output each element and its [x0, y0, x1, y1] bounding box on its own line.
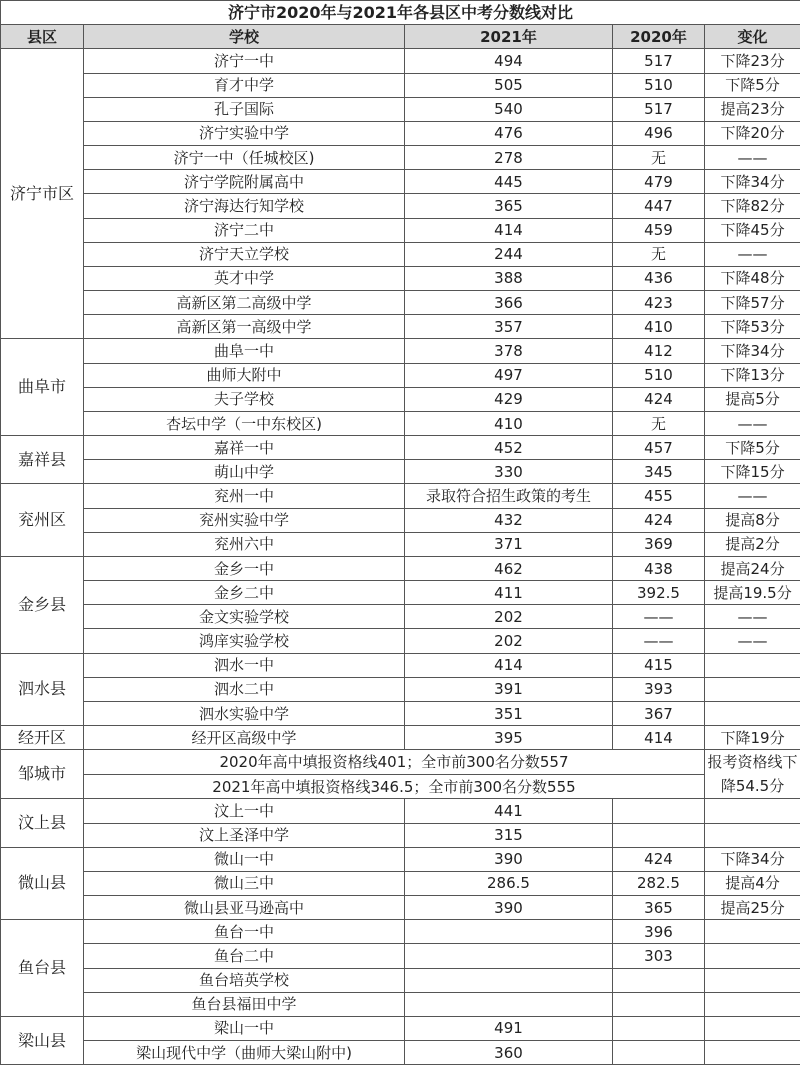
- table-row: [1, 460, 800, 484]
- change-cell: [705, 677, 800, 701]
- header-2021: 2021年: [405, 25, 613, 49]
- score-2020-cell: 345: [613, 460, 705, 484]
- score-2021-cell: 462: [405, 556, 613, 580]
- score-2021-cell: 365: [405, 194, 613, 218]
- score-2020-cell: 479: [613, 170, 705, 194]
- score-2021-cell: 357: [405, 315, 613, 339]
- table-row: [1, 436, 800, 460]
- table-row: [1, 1041, 800, 1065]
- table-row: [1, 411, 800, 435]
- school-cell: 济宁一中（任城校区): [84, 146, 405, 170]
- table-row: [1, 968, 800, 992]
- score-2021-cell: 441: [405, 799, 613, 823]
- change-cell: ——: [705, 146, 800, 170]
- score-2021-cell: 202: [405, 605, 613, 629]
- score-2021-cell: 505: [405, 73, 613, 97]
- table-row: [1, 871, 800, 895]
- table-row: [1, 1016, 800, 1040]
- score-2020-cell: [613, 968, 705, 992]
- school-cell: 金乡二中: [84, 581, 405, 605]
- score-2021-cell: 315: [405, 823, 613, 847]
- change-cell: 下降13分: [705, 363, 800, 387]
- score-2021-cell: 录取符合招生政策的考生: [405, 484, 613, 508]
- change-cell: [705, 799, 800, 823]
- zoucheng-note: 2020年高中填报资格线401；全市前300名分数557: [84, 750, 705, 775]
- score-2021-cell: 378: [405, 339, 613, 363]
- school-cell: 微山县亚马逊高中: [84, 896, 405, 920]
- score-2021-cell: 366: [405, 291, 613, 315]
- table-row: [1, 896, 800, 920]
- change-cell: 下降48分: [705, 266, 800, 290]
- school-cell: 济宁天立学校: [84, 242, 405, 266]
- school-cell: 经开区高级中学: [84, 726, 405, 750]
- change-cell: 下降34分: [705, 170, 800, 194]
- score-2021-cell: 244: [405, 242, 613, 266]
- table-row: [1, 484, 800, 508]
- school-cell: 泗水二中: [84, 677, 405, 701]
- school-cell: 济宁一中: [84, 49, 405, 73]
- score-2020-cell: 396: [613, 920, 705, 944]
- school-cell: 梁山现代中学（曲师大梁山附中): [84, 1041, 405, 1065]
- score-2021-cell: 411: [405, 581, 613, 605]
- school-cell: 夫子学校: [84, 387, 405, 411]
- change-cell: [705, 992, 800, 1016]
- district-cell: 嘉祥县: [1, 436, 84, 484]
- school-cell: 济宁学院附属高中: [84, 170, 405, 194]
- change-cell: 提高8分: [705, 508, 800, 532]
- score-2020-cell: [613, 1041, 705, 1065]
- table-row: [1, 73, 800, 97]
- district-cell: 泗水县: [1, 653, 84, 726]
- score-2020-cell: 510: [613, 363, 705, 387]
- score-2020-cell: 424: [613, 387, 705, 411]
- table-row: [1, 315, 800, 339]
- score-2020-cell: 447: [613, 194, 705, 218]
- score-2020-cell: 517: [613, 49, 705, 73]
- school-cell: 高新区第一高级中学: [84, 315, 405, 339]
- school-cell: 英才中学: [84, 266, 405, 290]
- score-2020-cell: 无: [613, 242, 705, 266]
- school-cell: 孔子国际: [84, 97, 405, 121]
- table-row: [1, 677, 800, 701]
- score-2021-cell: [405, 968, 613, 992]
- score-2020-cell: 436: [613, 266, 705, 290]
- change-cell: 提高24分: [705, 556, 800, 580]
- school-cell: 鱼台县福田中学: [84, 992, 405, 1016]
- score-2020-cell: 303: [613, 944, 705, 968]
- table-row: [1, 944, 800, 968]
- district-cell: 微山县: [1, 847, 84, 920]
- change-cell: [705, 968, 800, 992]
- score-2021-cell: 497: [405, 363, 613, 387]
- table-row: [1, 920, 800, 944]
- score-2021-cell: 286.5: [405, 871, 613, 895]
- table-row: [1, 823, 800, 847]
- zoucheng-note: 2021年高中填报资格线346.5；全市前300名分数555: [84, 774, 705, 799]
- score-2021-cell: 330: [405, 460, 613, 484]
- school-cell: 杏坛中学（一中东校区): [84, 411, 405, 435]
- change-cell: 下降57分: [705, 291, 800, 315]
- district-cell: 邹城市: [1, 750, 84, 799]
- score-2021-cell: 391: [405, 677, 613, 701]
- school-cell: 微山一中: [84, 847, 405, 871]
- table-row: [1, 146, 800, 170]
- score-2020-cell: [613, 823, 705, 847]
- score-2020-cell: ——: [613, 629, 705, 653]
- score-2020-cell: 无: [613, 411, 705, 435]
- score-2021-cell: 360: [405, 1041, 613, 1065]
- change-cell: 下降5分: [705, 73, 800, 97]
- school-cell: 高新区第二高级中学: [84, 291, 405, 315]
- change-cell: 下降19分: [705, 726, 800, 750]
- school-cell: 鸿庠实验学校: [84, 629, 405, 653]
- district-cell: 兖州区: [1, 484, 84, 557]
- score-2020-cell: [613, 799, 705, 823]
- change-cell: 提高4分: [705, 871, 800, 895]
- score-2021-cell: [405, 920, 613, 944]
- district-cell: 鱼台县: [1, 920, 84, 1017]
- school-cell: 济宁实验中学: [84, 121, 405, 145]
- table-row: [1, 750, 800, 775]
- score-2020-cell: 423: [613, 291, 705, 315]
- change-cell: 提高5分: [705, 387, 800, 411]
- school-cell: 曲师大附中: [84, 363, 405, 387]
- change-cell: [705, 701, 800, 725]
- change-cell: 下降45分: [705, 218, 800, 242]
- score-2021-cell: 491: [405, 1016, 613, 1040]
- change-cell: ——: [705, 484, 800, 508]
- change-cell: [705, 653, 800, 677]
- score-2020-cell: 无: [613, 146, 705, 170]
- table-row: [1, 339, 800, 363]
- score-2021-cell: [405, 992, 613, 1016]
- school-cell: 鱼台培英学校: [84, 968, 405, 992]
- score-2021-cell: 445: [405, 170, 613, 194]
- change-cell: ——: [705, 605, 800, 629]
- table-row: [1, 266, 800, 290]
- table-row: [1, 170, 800, 194]
- school-cell: 鱼台一中: [84, 920, 405, 944]
- district-cell: 梁山县: [1, 1016, 84, 1064]
- table-row: [1, 363, 800, 387]
- table-row: [1, 242, 800, 266]
- score-2021-cell: 278: [405, 146, 613, 170]
- table-row: [1, 581, 800, 605]
- table-row: [1, 992, 800, 1016]
- change-cell: 下降34分: [705, 847, 800, 871]
- school-cell: 曲阜一中: [84, 339, 405, 363]
- score-2020-cell: 455: [613, 484, 705, 508]
- district-cell: 金乡县: [1, 556, 84, 653]
- school-cell: 济宁二中: [84, 218, 405, 242]
- table-row: [1, 194, 800, 218]
- school-cell: 嘉祥一中: [84, 436, 405, 460]
- score-2021-cell: [405, 944, 613, 968]
- score-2021-cell: 390: [405, 847, 613, 871]
- score-2021-cell: 432: [405, 508, 613, 532]
- table-row: [1, 774, 800, 799]
- score-2020-cell: 367: [613, 701, 705, 725]
- header-change: 变化: [705, 25, 800, 49]
- school-cell: 梁山一中: [84, 1016, 405, 1040]
- change-cell: 下降15分: [705, 460, 800, 484]
- score-2021-cell: 395: [405, 726, 613, 750]
- score-2021-cell: 390: [405, 896, 613, 920]
- table-title: 济宁市2020年与2021年各县区中考分数线对比: [1, 1, 800, 25]
- score-2020-cell: 424: [613, 508, 705, 532]
- school-cell: 鱼台二中: [84, 944, 405, 968]
- change-cell: 下降34分: [705, 339, 800, 363]
- district-cell: 曲阜市: [1, 339, 84, 436]
- school-cell: 微山三中: [84, 871, 405, 895]
- school-cell: 金乡一中: [84, 556, 405, 580]
- score-2020-cell: 496: [613, 121, 705, 145]
- change-cell: [705, 1041, 800, 1065]
- score-2020-cell: 410: [613, 315, 705, 339]
- score-2020-cell: 457: [613, 436, 705, 460]
- school-cell: 兖州实验中学: [84, 508, 405, 532]
- table-row: [1, 387, 800, 411]
- table-row: [1, 701, 800, 725]
- title-row: [1, 1, 800, 25]
- table-row: [1, 605, 800, 629]
- table-row: [1, 532, 800, 556]
- change-cell: [705, 823, 800, 847]
- table-row: [1, 799, 800, 823]
- change-cell: 下降5分: [705, 436, 800, 460]
- school-cell: 育才中学: [84, 73, 405, 97]
- score-2020-cell: 282.5: [613, 871, 705, 895]
- score-2020-cell: 412: [613, 339, 705, 363]
- score-2020-cell: [613, 1016, 705, 1040]
- change-cell: 下降82分: [705, 194, 800, 218]
- school-cell: 汶上一中: [84, 799, 405, 823]
- change-cell: 下降20分: [705, 121, 800, 145]
- score-2021-cell: 351: [405, 701, 613, 725]
- score-2020-cell: 415: [613, 653, 705, 677]
- change-cell: ——: [705, 411, 800, 435]
- district-cell: 汶上县: [1, 799, 84, 847]
- score-2021-cell: 452: [405, 436, 613, 460]
- score-2020-cell: 438: [613, 556, 705, 580]
- score-2020-cell: 510: [613, 73, 705, 97]
- table-row: [1, 556, 800, 580]
- change-cell: 下降53分: [705, 315, 800, 339]
- district-cell: 经开区: [1, 726, 84, 750]
- change-cell: ——: [705, 242, 800, 266]
- score-2020-cell: 369: [613, 532, 705, 556]
- score-2021-cell: 414: [405, 218, 613, 242]
- school-cell: 金文实验学校: [84, 605, 405, 629]
- change-cell: 提高23分: [705, 97, 800, 121]
- score-2021-cell: 540: [405, 97, 613, 121]
- score-2021-cell: 388: [405, 266, 613, 290]
- table-row: [1, 49, 800, 73]
- district-cell: 济宁市区: [1, 49, 84, 339]
- table-row: [1, 97, 800, 121]
- score-2020-cell: [613, 992, 705, 1016]
- score-2020-cell: 517: [613, 97, 705, 121]
- table-row: [1, 726, 800, 750]
- change-cell: 下降23分: [705, 49, 800, 73]
- table-row: [1, 847, 800, 871]
- header-2020: 2020年: [613, 25, 705, 49]
- table-row: [1, 653, 800, 677]
- school-cell: 泗水实验中学: [84, 701, 405, 725]
- school-cell: 泗水一中: [84, 653, 405, 677]
- school-cell: 兖州一中: [84, 484, 405, 508]
- score-2020-cell: 392.5: [613, 581, 705, 605]
- score-2020-cell: 414: [613, 726, 705, 750]
- change-cell: 提高19.5分: [705, 581, 800, 605]
- table-row: [1, 629, 800, 653]
- score-2021-cell: 476: [405, 121, 613, 145]
- score-2020-cell: ——: [613, 605, 705, 629]
- header-row: [1, 25, 800, 49]
- change-cell: 报考资格线下降54.5分: [705, 750, 800, 799]
- change-cell: [705, 1016, 800, 1040]
- change-cell: ——: [705, 629, 800, 653]
- score-2020-cell: 393: [613, 677, 705, 701]
- score-2021-cell: 410: [405, 411, 613, 435]
- score-2021-cell: 414: [405, 653, 613, 677]
- score-2021-cell: 371: [405, 532, 613, 556]
- score-2021-cell: 494: [405, 49, 613, 73]
- score-2020-cell: 459: [613, 218, 705, 242]
- score-2021-cell: 202: [405, 629, 613, 653]
- change-cell: 提高25分: [705, 896, 800, 920]
- school-cell: 汶上圣泽中学: [84, 823, 405, 847]
- table-row: [1, 218, 800, 242]
- score-2020-cell: 424: [613, 847, 705, 871]
- score-2020-cell: 365: [613, 896, 705, 920]
- school-cell: 济宁海达行知学校: [84, 194, 405, 218]
- school-cell: 兖州六中: [84, 532, 405, 556]
- change-cell: [705, 920, 800, 944]
- header-district: 县区: [1, 25, 84, 49]
- change-cell: 提高2分: [705, 532, 800, 556]
- change-cell: [705, 944, 800, 968]
- table-row: [1, 508, 800, 532]
- score-2021-cell: 429: [405, 387, 613, 411]
- table-row: [1, 291, 800, 315]
- header-school: 学校: [84, 25, 405, 49]
- school-cell: 萌山中学: [84, 460, 405, 484]
- table-row: [1, 121, 800, 145]
